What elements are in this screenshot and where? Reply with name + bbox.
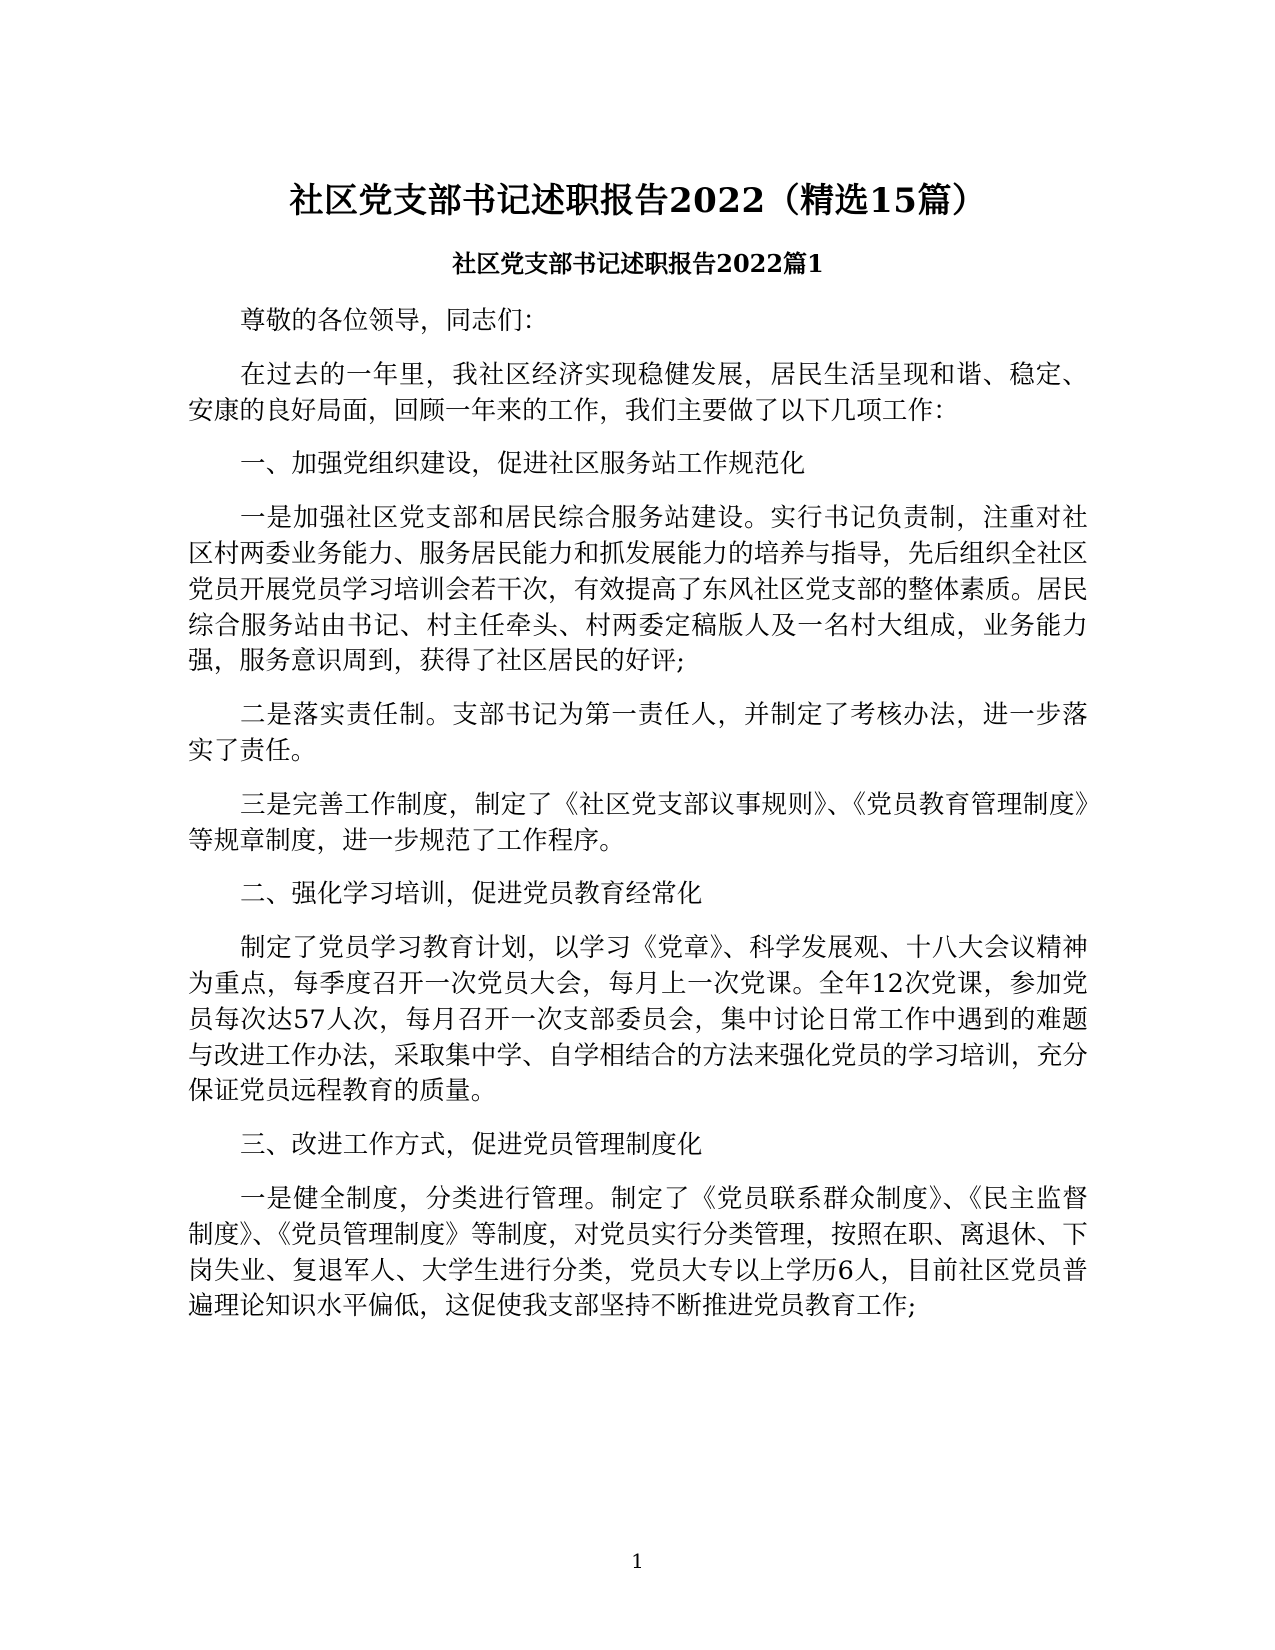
paragraph-body: 二是落实责任制。支部书记为第一责任人，并制定了考核办法，进一步落实了责任。	[188, 700, 1088, 766]
heading-part-three: 三、改进工作方式，促进党员管理制度化	[240, 1130, 703, 1161]
page-number: 1	[631, 1549, 644, 1573]
paragraph-salutation: 尊敬的各位领导，同志们：	[240, 306, 549, 336]
heading-part-two: 二、强化学习培训，促进党员教育经常化	[240, 879, 703, 910]
paragraph-body: 三是完善工作制度，制定了《社区党支部议事规则》、《党员教育管理制度》等规章制度，进一步规范了工作程序。	[188, 789, 1088, 856]
section-title: 社区党支部书记述职报告2022篇1	[452, 249, 824, 278]
paragraph-intro: 在过去的一年里，我社区经济实现稳健发展，居民生活呈现和谐、稳定、安康的良好局面，回顾一年来的工作，我们主要做了以下几项工作：	[188, 359, 1088, 426]
heading-part-one: 一、加强党组织建设，促进社区服务站工作规范化	[240, 449, 806, 480]
paragraph-body: 一是健全制度，分类进行管理。制定了《党员联系群众制度》、《民主监督制度》、《党员管理制度》等制度，对党员实行分类管理，按照在职、离退休、下岗失业、复退军人、大学生进行分类，党员大专以上学历6人，目前社区党员普遍理论知识水平偏低，这促使我支部坚持不断推进党员教育工作;	[188, 1183, 1088, 1322]
document-body	[188, 176, 1088, 1325]
paragraph-body: 制定了党员学习教育计划，以学习《党章》、科学发展观、十八大会议精神为重点，每季度召开一次党员大会，每月上一次党课。全年12次党课，参加党员每次达57人次，每月召开一次支部委员会，集中讨论日常工作中遇到的难题与改进工作办法，采取集中学、自学相结合的方法来强化党员的学习培训，充分保证党员远程教育的质量。	[188, 933, 1088, 1107]
paragraph-body: 一是加强社区党支部和居民综合服务站建设。实行书记负责制，注重对社区村两委业务能力、服务居民能力和抓发展能力的培养与指导，先后组织全社区党员开展党员学习培训会若干次，有效提高了东风社区党支部的整体素质。居民综合服务站由书记、村主任牵头、村两委定稿版人及一名村大组成，业务能力强，服务意识周到，获得了社区居民的好评;	[188, 503, 1088, 677]
document-title: 社区党支部书记述职报告2022（精选15篇）	[289, 181, 987, 221]
